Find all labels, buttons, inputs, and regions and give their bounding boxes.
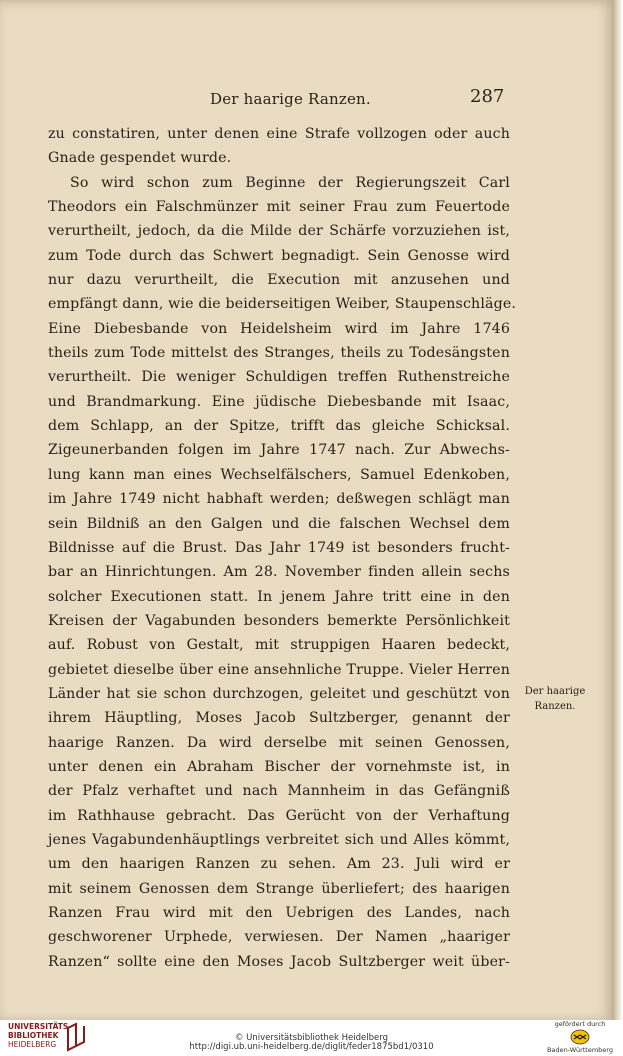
text-line: um den haarigen Ranzen zu sehen. Am 23. Juli wird er: [48, 856, 510, 873]
text-line: mit seinem Genossen dem Strange überliefert; des haarigen: [48, 880, 510, 897]
text-line: empfängt dann, wie die beiderseitigen Weiber, Staupenschläge.: [48, 296, 517, 313]
text-line: auf. Robust von Gestalt, mit struppigen Haaren bedeckt,: [48, 637, 510, 654]
text-line: Ranzen Frau wird mit den Uebrigen des Landes, nach: [48, 905, 510, 921]
page-edge: [612, 0, 623, 1020]
copyright-text: © Universitätsbibliothek Heidelberg: [234, 1033, 388, 1043]
text-line: solcher Executionen statt. In jenem Jahre tritt eine in den: [48, 588, 510, 605]
sponsor-label: gefördert durch: [554, 1020, 606, 1028]
text-line: Ranzen“ sollte eine den Moses Jacob Sultzberger weit über-: [48, 953, 510, 970]
margin-note-line: Der haarige: [524, 686, 586, 697]
text-line: verurtheilt, jedoch, da die Milde der Schärfe vorzuziehen ist,: [48, 223, 510, 240]
text-line: Kreisen der Vagabunden besonders bemerkte Persönlichkeit: [48, 612, 510, 629]
text-line: nur dazu verurtheilt, die Execution mit anzusehen und: [48, 272, 510, 289]
text-line: sein Bildniß an den Galgen und die falschen Wechsel dem: [48, 515, 510, 532]
text-line: im Rathhause gebracht. Das Gerücht von der Verhaftung: [48, 807, 510, 824]
library-name-line: UNIVERSITÄTS-: [8, 1022, 72, 1031]
text-line: zum Tode durch das Schwert begnadigt. Sein Genosse wird: [48, 247, 510, 264]
text-line: Bildnisse auf die Brust. Das Jahr 1749 ist besonders frucht-: [48, 539, 510, 556]
text-line: ihrem Häuptling, Moses Jacob Sultzberger, genannt der: [48, 710, 510, 727]
library-name-line: BIBLIOTHEK: [8, 1031, 59, 1040]
text-line: lung kann man eines Wechselfälschers, Samuel Edenkoben,: [48, 466, 510, 483]
text-line: haarige Ranzen. Da wird derselbe mit seinen Genossen,: [48, 734, 510, 751]
text-line: jenes Vagabundenhäuptlings verbreitet sich und Alles kömmt,: [48, 831, 510, 848]
text-line: im Jahre 1749 nicht habhaft werden; deßwegen schlägt man: [48, 491, 510, 508]
body-text: [48, 122, 517, 974]
text-line: geschworener Urphede, verwiesen. Der Namen „haariger: [48, 929, 510, 946]
running-head: [0, 86, 612, 112]
source-url-link[interactable]: http://digi.ub.uni-heidelberg.de/diglit/feder1875bd1/0310: [189, 1042, 434, 1052]
crest-icon: [568, 1029, 592, 1045]
sponsor-name: Baden-Württemberg: [547, 1046, 613, 1054]
running-title: Der haarige Ranzen.: [210, 90, 371, 108]
text-line: dem Schlapp, an der Spitze, trifft das gleiche Schicksal.: [48, 418, 510, 435]
text-line: So wird schon zum Beginne der Regierungszeit Carl: [70, 174, 510, 191]
text-line: Eine Diebesbande von Heidelsheim wird im Jahre 1746: [48, 320, 510, 337]
text-line: bar an Hinrichtungen. Am 28. November finden allein sechs: [48, 564, 510, 581]
text-line: Länder hat sie schon durchzogen, geleitet und geschützt von: [48, 685, 510, 702]
text-line: Zigeunerbanden folgen im Jahre 1747 nach. Zur Abwechs-: [48, 442, 510, 459]
text-line: der Pfalz verhaftet und nach Mannheim in das Gefängniß: [48, 783, 510, 800]
margin-note: [520, 684, 590, 714]
text-line: gebietet dieselbe über eine ansehnliche Truppe. Vieler Herren: [48, 661, 510, 678]
text-line: Gnade gespendet wurde.: [48, 150, 232, 167]
text-line: Theodors ein Falschmünzer mit seiner Frau zum Feuertode: [48, 199, 510, 216]
margin-note-line: Ranzen.: [534, 701, 576, 712]
footer: [0, 1020, 623, 1056]
footer-credit: [0, 1034, 623, 1052]
sponsor: [540, 1020, 620, 1054]
text-line: zu constatiren, unter denen eine Strafe vollzogen oder auch: [48, 126, 510, 142]
text-line: verurtheilt. Die weniger Schuldigen treffen Ruthenstreiche: [48, 369, 510, 386]
page-number: 287: [470, 86, 505, 107]
text-line: theils zum Tode mittelst des Stranges, theils zu Todesängsten: [48, 345, 510, 362]
library-name-line: HEIDELBERG: [8, 1040, 57, 1049]
text-line: unter denen ein Abraham Bischer der vornehmste ist, in: [48, 758, 510, 775]
text-line: und Brandmarkung. Eine jüdische Diebesbande mit Isaac,: [48, 393, 510, 410]
